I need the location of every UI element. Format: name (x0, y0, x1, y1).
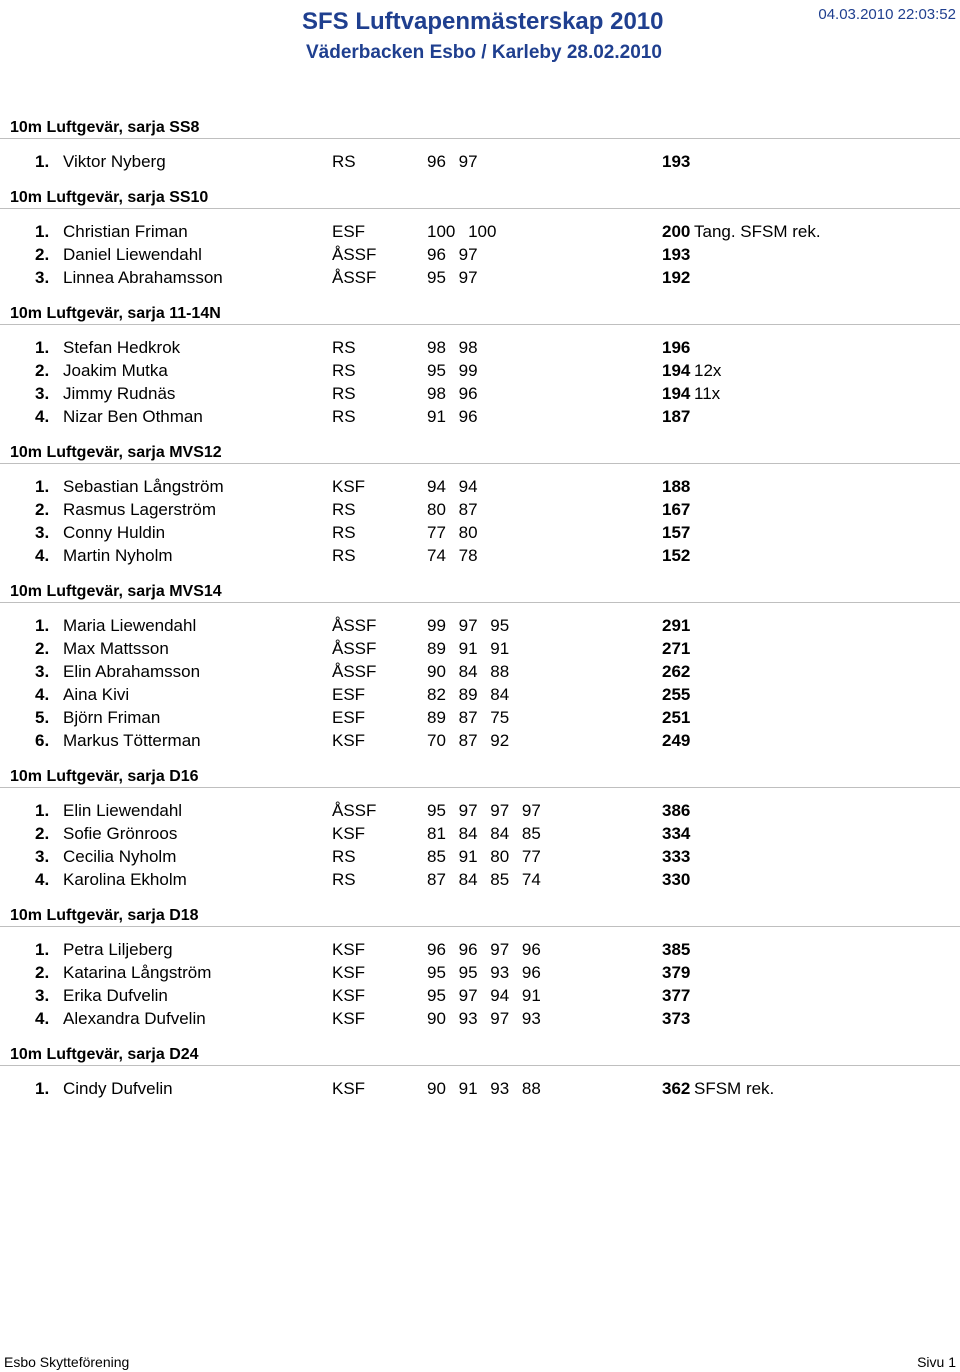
result-scores: 77 80 (427, 523, 478, 542)
result-club: KSF (332, 986, 366, 1005)
result-club: RS (332, 338, 356, 357)
result-total: 271 (662, 639, 691, 658)
result-row (0, 937, 960, 960)
result-name: Katarina Långström (63, 963, 212, 982)
result-row (0, 381, 960, 404)
result-rank: 1. (35, 152, 50, 171)
result-scores: 85 91 80 77 (427, 847, 541, 866)
result-scores: 96 97 (427, 245, 478, 264)
result-total: 200 (662, 222, 691, 241)
result-name: Elin Abrahamsson (63, 662, 201, 681)
result-scores: 81 84 84 85 (427, 824, 541, 843)
result-total: 377 (662, 986, 691, 1005)
result-total: 194 (662, 384, 691, 403)
result-row (0, 659, 960, 682)
result-club: RS (332, 546, 356, 565)
result-name: Elin Liewendahl (63, 801, 183, 820)
result-row (0, 219, 960, 242)
result-total: 379 (662, 963, 691, 982)
result-club: RS (332, 361, 356, 380)
footer-page-number: Sivu 1 (917, 1354, 956, 1370)
result-scores: 96 97 (427, 152, 478, 171)
category-section (0, 564, 960, 749)
result-total: 333 (662, 847, 691, 866)
footer-organizer: Esbo Skytteförening (4, 1354, 130, 1370)
result-club: RS (332, 847, 356, 866)
result-name: Rasmus Lagerström (63, 500, 217, 519)
result-row (0, 358, 960, 381)
result-club: ÅSSF (332, 662, 377, 681)
result-total: 291 (662, 616, 691, 635)
result-club: ÅSSF (332, 639, 377, 658)
result-scores: 80 87 (427, 500, 478, 519)
result-scores: 95 99 (427, 361, 478, 380)
category-section (0, 286, 960, 425)
result-scores: 89 87 75 (427, 708, 510, 727)
result-row (0, 497, 960, 520)
result-club: RS (332, 523, 356, 542)
result-club: ESF (332, 685, 366, 704)
result-row (0, 335, 960, 358)
result-name: Maria Liewendahl (63, 616, 197, 635)
result-scores: 95 95 93 96 (427, 963, 541, 982)
result-row (0, 728, 960, 751)
result-row (0, 960, 960, 983)
result-rank: 3. (35, 268, 50, 287)
result-total: 194 (662, 361, 691, 380)
result-club: RS (332, 870, 356, 889)
result-scores: 90 93 97 93 (427, 1009, 541, 1028)
result-scores: 91 96 (427, 407, 478, 426)
result-total: 188 (662, 477, 691, 496)
category-heading: 10m Luftgevär, sarja D24 (0, 1027, 960, 1066)
result-row (0, 1006, 960, 1029)
result-row (0, 636, 960, 659)
result-scores: 95 97 94 91 (427, 986, 541, 1005)
result-total: 167 (662, 500, 691, 519)
result-name: Viktor Nyberg (63, 152, 166, 171)
result-scores: 96 96 97 96 (427, 940, 541, 959)
result-scores: 95 97 97 97 (427, 801, 541, 820)
result-total: 386 (662, 801, 691, 820)
result-club: KSF (332, 477, 366, 496)
result-rank: 5. (35, 708, 50, 727)
result-rank: 1. (35, 477, 50, 496)
result-club: RS (332, 152, 356, 171)
print-timestamp: 04.03.2010 22:03:52 (818, 6, 956, 23)
result-note: Tang. SFSM rek. (694, 222, 821, 241)
result-scores: 87 84 85 74 (427, 870, 541, 889)
result-club: KSF (332, 824, 366, 843)
result-total: 196 (662, 338, 691, 357)
result-name: Christian Friman (63, 222, 188, 241)
page-title: SFS Luftvapenmästerskap 2010 (302, 8, 664, 35)
result-name: Sebastian Långström (63, 477, 224, 496)
result-scores: 94 94 (427, 477, 478, 496)
result-total: 192 (662, 268, 691, 287)
result-rank: 1. (35, 338, 50, 357)
result-total: 385 (662, 940, 691, 959)
result-scores: 99 97 95 (427, 616, 510, 635)
result-rank: 1. (35, 1079, 50, 1098)
result-row (0, 404, 960, 427)
result-rank: 3. (35, 986, 50, 1005)
result-total: 262 (662, 662, 691, 681)
result-rank: 3. (35, 384, 50, 403)
result-name: Nizar Ben Othman (63, 407, 203, 426)
result-row (0, 242, 960, 265)
result-name: Markus Tötterman (63, 731, 201, 750)
result-total: 373 (662, 1009, 691, 1028)
result-name: Jimmy Rudnäs (63, 384, 176, 403)
page-subtitle: Väderbacken Esbo / Karleby 28.02.2010 (306, 42, 662, 63)
result-scores: 70 87 92 (427, 731, 510, 750)
result-row (0, 1076, 960, 1099)
result-club: RS (332, 407, 356, 426)
result-name: Stefan Hedkrok (63, 338, 181, 357)
result-club: ESF (332, 708, 366, 727)
result-rank: 4. (35, 1009, 50, 1028)
result-club: ÅSSF (332, 245, 377, 264)
result-row (0, 265, 960, 288)
result-row (0, 613, 960, 636)
result-rank: 1. (35, 940, 50, 959)
result-club: RS (332, 500, 356, 519)
category-section (0, 888, 960, 1027)
category-heading: 10m Luftgevär, sarja SS8 (0, 100, 960, 139)
result-club: KSF (332, 731, 366, 750)
result-rank: 4. (35, 546, 50, 565)
result-club: KSF (332, 940, 366, 959)
result-rank: 4. (35, 685, 50, 704)
category-heading: 10m Luftgevär, sarja 11-14N (0, 286, 960, 325)
result-club: KSF (332, 963, 366, 982)
result-rank: 1. (35, 801, 50, 820)
result-club: ÅSSF (332, 268, 377, 287)
result-club: RS (332, 384, 356, 403)
result-row (0, 149, 960, 172)
result-name: Martin Nyholm (63, 546, 173, 565)
result-note: 11x (694, 384, 721, 403)
result-total: 193 (662, 152, 691, 171)
result-rank: 1. (35, 616, 50, 635)
category-heading: 10m Luftgevär, sarja D16 (0, 749, 960, 788)
result-name: Max Mattsson (63, 639, 169, 658)
result-name: Alexandra Dufvelin (63, 1009, 206, 1028)
result-scores: 95 97 (427, 268, 478, 287)
result-total: 330 (662, 870, 691, 889)
category-heading: 10m Luftgevär, sarja MVS12 (0, 425, 960, 464)
category-heading: 10m Luftgevär, sarja MVS14 (0, 564, 960, 603)
result-rank: 2. (35, 824, 50, 843)
result-rank: 4. (35, 407, 50, 426)
category-heading: 10m Luftgevär, sarja SS10 (0, 170, 960, 209)
results-list (0, 100, 960, 1097)
result-club: ÅSSF (332, 616, 377, 635)
result-total: 193 (662, 245, 691, 264)
result-row (0, 682, 960, 705)
result-name: Joakim Mutka (63, 361, 168, 380)
result-scores: 90 84 88 (427, 662, 510, 681)
result-name: Petra Liljeberg (63, 940, 173, 959)
result-rank: 1. (35, 222, 50, 241)
result-total: 187 (662, 407, 691, 426)
result-row (0, 798, 960, 821)
result-name: Erika Dufvelin (63, 986, 168, 1005)
result-name: Sofie Grönroos (63, 824, 178, 843)
result-row (0, 867, 960, 890)
result-name: Karolina Ekholm (63, 870, 187, 889)
result-name: Cindy Dufvelin (63, 1079, 173, 1098)
result-row (0, 821, 960, 844)
result-name: Cecilia Nyholm (63, 847, 177, 866)
result-name: Björn Friman (63, 708, 161, 727)
result-row (0, 543, 960, 566)
category-section (0, 1027, 960, 1097)
result-scores: 100 100 (427, 222, 497, 241)
result-total: 255 (662, 685, 691, 704)
result-rank: 4. (35, 870, 50, 889)
result-row (0, 520, 960, 543)
result-club: KSF (332, 1079, 366, 1098)
result-total: 152 (662, 546, 691, 565)
result-scores: 90 91 93 88 (427, 1079, 541, 1098)
result-total: 251 (662, 708, 691, 727)
result-rank: 2. (35, 245, 50, 264)
category-section (0, 749, 960, 888)
result-total: 157 (662, 523, 691, 542)
result-total: 362 (662, 1079, 691, 1098)
result-row (0, 474, 960, 497)
result-name: Aina Kivi (63, 685, 130, 704)
result-scores: 89 91 91 (427, 639, 510, 658)
result-club: ESF (332, 222, 366, 241)
result-row (0, 983, 960, 1006)
result-club: KSF (332, 1009, 366, 1028)
result-rank: 3. (35, 847, 50, 866)
result-rank: 3. (35, 662, 50, 681)
result-name: Linnea Abrahamsson (63, 268, 223, 287)
result-rank: 2. (35, 361, 50, 380)
result-rank: 6. (35, 731, 50, 750)
result-note: SFSM rek. (694, 1079, 775, 1098)
result-total: 249 (662, 731, 691, 750)
result-name: Daniel Liewendahl (63, 245, 202, 264)
result-rank: 2. (35, 500, 50, 519)
result-row (0, 705, 960, 728)
result-club: ÅSSF (332, 801, 377, 820)
result-name: Conny Huldin (63, 523, 166, 542)
result-rank: 3. (35, 523, 50, 542)
result-total: 334 (662, 824, 691, 843)
result-scores: 74 78 (427, 546, 478, 565)
category-section (0, 170, 960, 286)
category-section (0, 425, 960, 564)
result-scores: 82 89 84 (427, 685, 510, 704)
category-section (0, 100, 960, 170)
result-rank: 2. (35, 639, 50, 658)
result-rank: 2. (35, 963, 50, 982)
result-scores: 98 96 (427, 384, 478, 403)
result-scores: 98 98 (427, 338, 478, 357)
result-note: 12x (694, 361, 722, 380)
category-heading: 10m Luftgevär, sarja D18 (0, 888, 960, 927)
result-row (0, 844, 960, 867)
